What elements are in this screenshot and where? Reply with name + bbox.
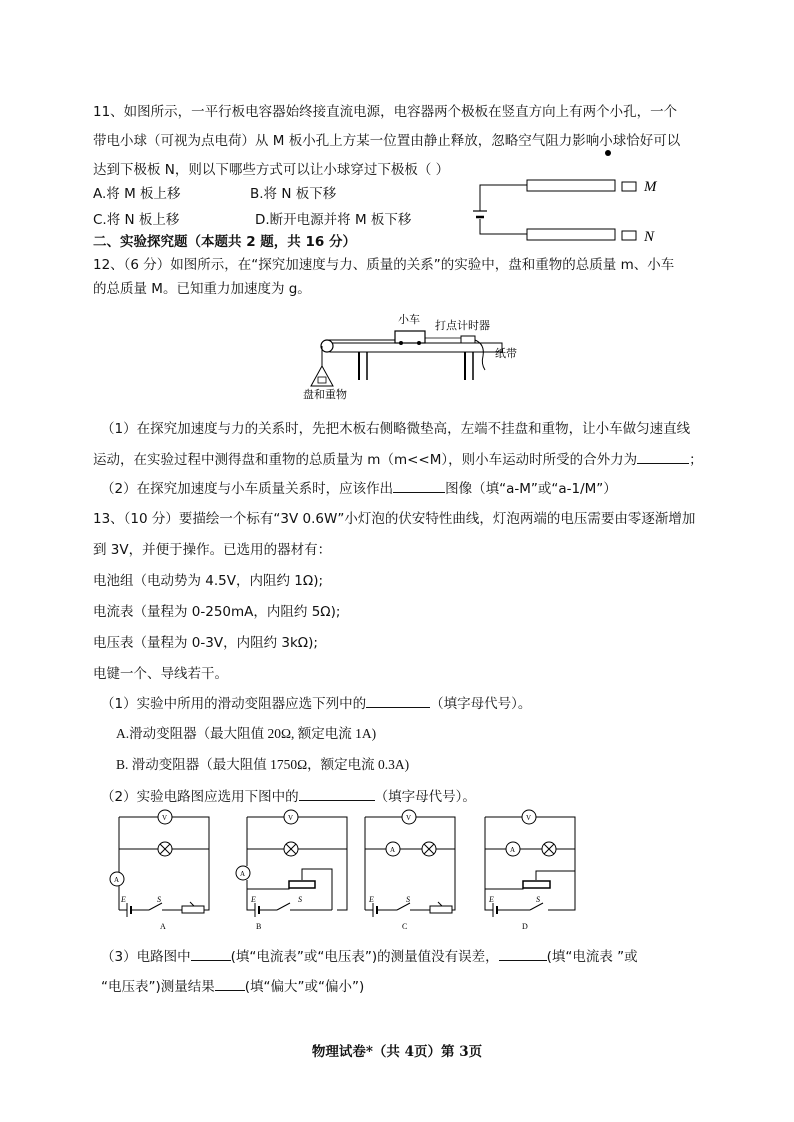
q11-option-d: D.断开电源并将 M 板下移 xyxy=(255,212,412,228)
answer-blank-2[interactable] xyxy=(393,478,445,493)
battery-label: E xyxy=(489,895,494,904)
circuit-diagram-a xyxy=(104,814,224,932)
q13-p3-line2 xyxy=(101,976,364,997)
q13-line2: 到 3V，并便于操作。已选用的器材有： xyxy=(93,542,332,558)
wire xyxy=(485,817,575,910)
q11-line2: 带电小球（可视为点电荷）从 M 板小孔上方某一位置由静止释放，忽略空气阻力影响小球恰好可以 xyxy=(93,133,681,149)
circuit-label-a: A xyxy=(160,922,166,931)
q13-p3-text-b: (填“电流表”或“电压表”)的测量值没有误差， xyxy=(230,949,499,965)
answer-blank-7[interactable] xyxy=(215,976,245,991)
q12-p1-text: 运动，在实验过程中测得盘和重物的总质量为 m（m<<M），则小车运动时所受的合外力为 xyxy=(93,452,638,468)
voltmeter-label: V xyxy=(406,814,412,822)
rheostat xyxy=(182,906,204,913)
section-2-title: 二、实验探究题（本题共 2 题，共 16 分） xyxy=(93,234,356,250)
table-top xyxy=(330,343,502,352)
q13-p2-text: （2）实验电路图应选用下图中的 xyxy=(101,789,299,805)
plate-m xyxy=(527,180,615,191)
q12-line1: 12、（6 分）如图所示，在“探究加速度与力、质量的关系”的实验中，盘和重物的总质量 m、小车 xyxy=(93,257,675,273)
wire xyxy=(480,219,527,234)
voltmeter-label: V xyxy=(162,814,168,822)
battery-label: E xyxy=(369,895,374,904)
ammeter-label: A xyxy=(114,876,120,884)
switch-blade xyxy=(397,903,410,910)
rheostat-slider xyxy=(536,871,575,880)
q13-item-battery: 电池组（电动势为 4.5V，内阻约 1Ω); xyxy=(93,573,324,589)
q11-option-b: B.将 N 板下移 xyxy=(250,186,337,202)
ammeter-label: A xyxy=(240,870,246,878)
rheostat-slider xyxy=(190,902,194,906)
answer-blank-5[interactable] xyxy=(191,946,231,961)
q11-line1: 11、如图所示，一平行板电容器始终接直流电源，电容器两个极板在竖直方向上有两个小孔，一个 xyxy=(93,104,678,120)
switch-blade xyxy=(149,903,162,910)
wire xyxy=(365,817,455,910)
circuit-label-d: D xyxy=(522,922,528,931)
q12-p1-line1: （1）在探究加速度与力的关系时，先把木板右侧略微垫高，左端不挂盘和重物，让小车做匀速直线 xyxy=(101,421,691,437)
voltmeter-label: V xyxy=(288,814,294,822)
q13-item-voltmeter: 电压表（量程为 0-3V，内阻约 3kΩ); xyxy=(93,635,318,651)
rheostat xyxy=(523,881,550,888)
switch-blade xyxy=(530,903,543,910)
label-tape: 纸带 xyxy=(495,348,517,360)
q13-item-switch: 电键一个、导线若干。 xyxy=(93,666,228,682)
wire xyxy=(119,817,209,910)
switch-label: S xyxy=(298,895,302,904)
q13-option-b: B. 滑动变阻器（最大阻值 1750Ω，额定电流 0.3A) xyxy=(116,757,410,772)
pulley xyxy=(321,340,333,352)
q12-p2-text: （2）在探究加速度与小车质量关系时，应该作出 xyxy=(101,481,394,497)
ammeter-label: A xyxy=(390,846,396,854)
q12-line2: 的总质量 M。已知重力加速度为 g。 xyxy=(93,281,311,297)
q13-p3-line1 xyxy=(101,946,638,967)
answer-blank-6[interactable] xyxy=(499,946,547,961)
capacitor-figure xyxy=(470,145,670,250)
label-n: N xyxy=(644,229,655,245)
q13-p1-end: （填字母代号）。 xyxy=(430,696,532,712)
q13-p2-end: （填字母代号）。 xyxy=(374,789,476,805)
cart xyxy=(395,331,425,343)
rheostat-slider xyxy=(302,869,332,910)
circuit-diagram-b xyxy=(232,814,352,932)
circuit-diagram-c xyxy=(360,814,480,932)
switch-label: S xyxy=(536,895,540,904)
q13-p3-text-c: (填“电流表 ”或 xyxy=(546,949,638,965)
label-pan: 盘和重物 xyxy=(303,389,347,401)
q13-option-a: A.滑动变阻器（最大阻值 20Ω, 额定电流 1A) xyxy=(116,726,377,741)
q12-p1-end: ； xyxy=(689,452,703,468)
q13-p1-text: （1）实验中所用的滑动变阻器应选下列中的 xyxy=(101,696,367,712)
q13-p1 xyxy=(101,693,531,714)
circuit-label-b: B xyxy=(256,922,262,931)
circuit-label-c: C xyxy=(402,922,408,931)
circuit-diagram-d xyxy=(480,814,600,932)
plate-n xyxy=(527,229,615,240)
q12-p1-line2 xyxy=(93,449,703,470)
plate-m-hole xyxy=(622,182,636,191)
q11-option-a: A.将 M 板上移 xyxy=(93,186,181,202)
switch-blade xyxy=(277,903,290,910)
q13-line1: 13、（10 分）要描绘一个标有“3V 0.6W”小灯泡的伏安特性曲线，灯泡两端的电压需要由零逐渐增加 xyxy=(93,511,696,527)
q13-p3-text-a: （3）电路图中 xyxy=(101,949,191,965)
ammeter-label: A xyxy=(510,846,516,854)
q13-p3-text-d: “电压表”)测量结果 xyxy=(101,979,215,995)
battery-label: E xyxy=(251,895,256,904)
cart-experiment-figure xyxy=(305,308,555,408)
rheostat-slider xyxy=(438,902,442,906)
answer-blank-4[interactable] xyxy=(299,786,375,801)
q11-option-c: C.将 N 板上移 xyxy=(93,212,180,228)
charged-ball xyxy=(605,150,611,156)
page-footer: 物理试卷*（共 4页）第 3页 xyxy=(311,1044,483,1060)
label-cart: 小车 xyxy=(398,314,420,326)
timer xyxy=(461,336,475,343)
q12-p2 xyxy=(101,478,617,499)
switch-label: S xyxy=(406,895,410,904)
q13-p2 xyxy=(101,786,476,807)
q13-p3-text-e: (填“偏大”或“偏小”) xyxy=(244,979,365,995)
label-timer: 打点计时器 xyxy=(435,320,490,332)
switch-label: S xyxy=(157,895,161,904)
answer-blank-1[interactable] xyxy=(637,449,689,464)
plate-n-hole xyxy=(622,231,636,240)
cart-wheel xyxy=(417,341,421,345)
cart-wheel xyxy=(399,341,403,345)
q11-line3: 达到下极板 N，则以下哪些方式可以让小球穿过下极板（ ） xyxy=(93,162,450,178)
wire xyxy=(480,185,527,211)
q12-p2-end: 图像（填“a-M”或“a-1/M”） xyxy=(445,481,617,497)
weight-block xyxy=(318,377,326,383)
rheostat xyxy=(430,906,452,913)
answer-blank-3[interactable] xyxy=(366,693,430,708)
q13-item-ammeter: 电流表（量程为 0-250mA，内阻约 5Ω); xyxy=(93,604,341,620)
rheostat xyxy=(289,881,315,888)
label-m: M xyxy=(644,179,657,195)
voltmeter-label: V xyxy=(526,814,532,822)
battery-label: E xyxy=(121,895,126,904)
